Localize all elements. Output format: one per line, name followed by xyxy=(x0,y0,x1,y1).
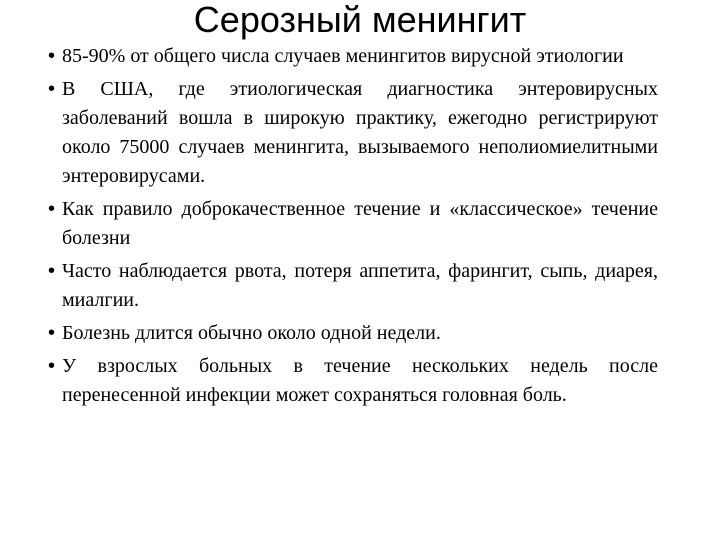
bullet-text: В США, где этиологическая диагностика энтеровирусных заболеваний вошла в широкую практику, ежегодно регистрируют около 75000 случаев менингита, вызываемого неполиомиелитными энтеровирусами. xyxy=(62,78,658,187)
bullet-text: У взрослых больных в течение нескольких недель после перенесенной инфекции может сохраняться головная боль. xyxy=(62,355,658,406)
bullet-marker: • xyxy=(48,260,56,282)
bullet-text: Как правило доброкачественное течение и «классическое» течение болезни xyxy=(62,198,658,249)
bullet-list xyxy=(48,42,658,414)
bullet-text: Болезнь длится обычно около одной недели. xyxy=(62,322,441,344)
bullet-marker: • xyxy=(48,322,56,344)
bullet-marker: • xyxy=(48,198,56,220)
list-item xyxy=(48,75,658,191)
list-item xyxy=(48,195,658,253)
bullet-marker: • xyxy=(48,78,56,100)
bullet-text: 85-90% от общего числа случаев менингитов вирусной этиологии xyxy=(62,45,624,67)
list-item xyxy=(48,352,658,410)
bullet-text: Часто наблюдается рвота, потеря аппетита, фарингит, сыпь, диарея, миалгии. xyxy=(62,260,658,311)
bullet-marker: • xyxy=(48,45,56,67)
list-item xyxy=(48,257,658,315)
bullet-marker: • xyxy=(48,355,56,377)
slide-title: Серозный менингит xyxy=(193,0,527,40)
list-item xyxy=(48,319,658,348)
list-item xyxy=(48,42,658,71)
